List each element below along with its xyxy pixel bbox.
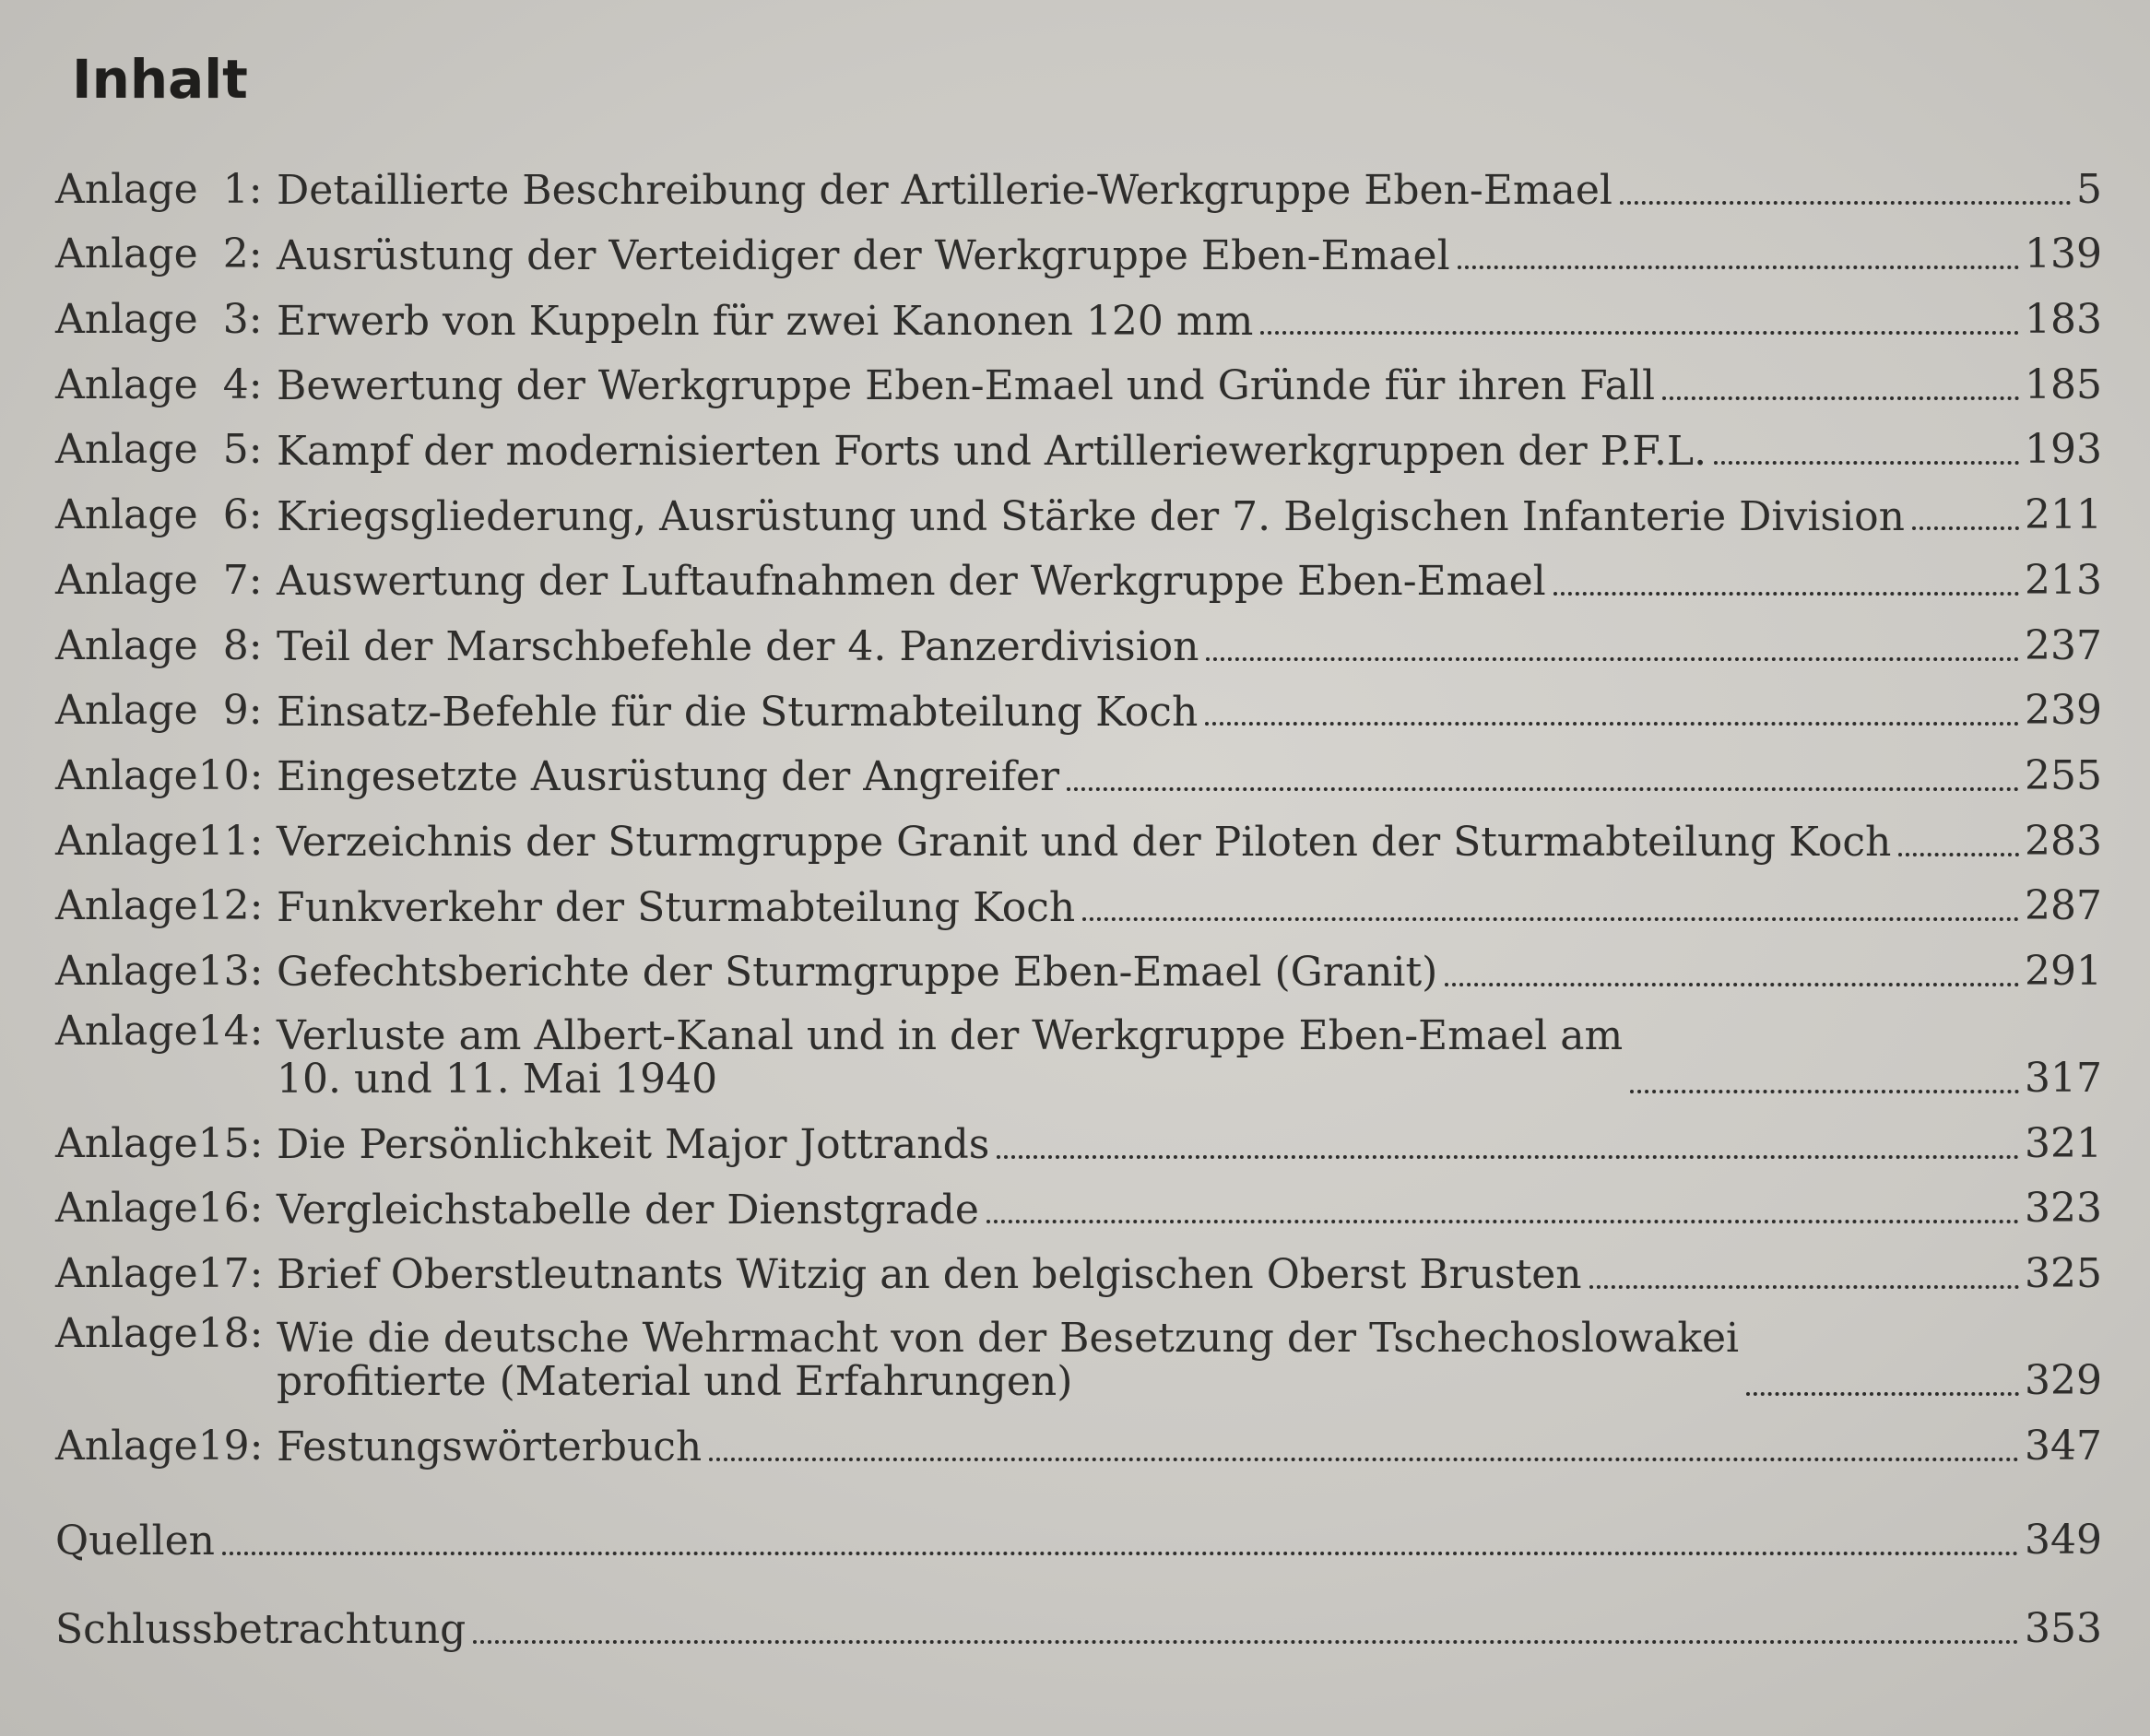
entry-label: Anlage16: <box>55 1185 264 1233</box>
dot-leader <box>1620 201 2071 205</box>
toc-entry-16[interactable] <box>55 1176 2102 1242</box>
toc-entry-12[interactable] <box>55 874 2102 939</box>
entry-page-number: 287 <box>2025 882 2102 930</box>
toc-entry-14[interactable] <box>55 1004 2102 1111</box>
entry-label: Anlage13: <box>55 947 264 995</box>
entry-title: Kampf der modernisierten Forts und Artilleriewerkgruppen der P.F.L. <box>277 427 1707 475</box>
entry-page-number: 323 <box>2025 1185 2102 1233</box>
entry-title-line-1: Verluste am Albert-Kanal und in der Werkgruppe Eben-Emael am <box>277 1011 1624 1059</box>
entry-page-number: 239 <box>2025 687 2102 735</box>
dot-leader <box>1458 266 2019 269</box>
entry-page-number: 329 <box>2025 1357 2102 1404</box>
entry-body <box>277 1423 2102 1470</box>
toc-entry-3[interactable] <box>55 287 2102 352</box>
dot-leader <box>1589 1285 2019 1289</box>
entry-label: Anlage 6: <box>55 491 263 539</box>
entry-page-number: 211 <box>2025 491 2102 539</box>
entry-body <box>277 1250 2102 1297</box>
toc-entry-4[interactable] <box>55 352 2102 418</box>
dot-leader <box>1662 396 2019 400</box>
entry-body <box>277 557 2102 604</box>
entry-body <box>277 166 2102 213</box>
entry-label: Anlage 3: <box>55 296 263 344</box>
page-title: Inhalt <box>72 48 248 111</box>
entry-title-line-2: 10. und 11. Mai 1940 <box>277 1056 718 1104</box>
entry-page-number: 317 <box>2025 1054 2102 1102</box>
entry-page-number: 193 <box>2025 426 2102 474</box>
dot-leader <box>1746 1392 2019 1396</box>
entry-title: Funkverkehr der Sturmabteilung Koch <box>277 883 1076 931</box>
entry-title: Brief Oberstleutnants Witzig an den belgischen Oberst Brusten <box>277 1251 1582 1299</box>
entry-page-number: 139 <box>2025 230 2102 278</box>
entry-body <box>277 1185 2102 1232</box>
entry-page-number: 183 <box>2025 296 2102 344</box>
entry-title: Detaillierte Beschreibung der Artillerie-Werkgruppe Eben-Emael <box>277 167 1612 215</box>
entry-page-number: 5 <box>2076 165 2102 213</box>
entry-title: Ausrüstung der Verteidiger der Werkgruppe Eben-Emael <box>277 231 1450 279</box>
dot-leader <box>1082 917 2019 921</box>
toc-entry-11[interactable] <box>55 809 2102 874</box>
dot-leader <box>1714 461 2019 465</box>
entry-title: Quellen <box>55 1518 215 1565</box>
entry-body <box>277 882 2102 929</box>
toc-entry-19[interactable] <box>55 1413 2102 1479</box>
entry-title: Eingesetzte Ausrüstung der Angreifer <box>277 753 1060 801</box>
toc-entry-6[interactable] <box>55 482 2102 548</box>
entry-body <box>277 818 2102 865</box>
dot-leader <box>1553 592 2019 596</box>
entry-body <box>55 1605 2102 1652</box>
entry-title: Bewertung der Werkgruppe Eben-Emael und Gründe für ihren Fall <box>277 362 1656 410</box>
entry-title: Teil der Marschbefehle der 4. Panzerdivision <box>277 622 1199 670</box>
entry-label: Anlage 2: <box>55 230 263 278</box>
entry-body <box>277 948 2102 995</box>
toc-entry-18[interactable] <box>55 1306 2102 1413</box>
dot-leader <box>1912 526 2019 530</box>
entry-body <box>277 491 2102 538</box>
entry-label: Anlage 8: <box>55 621 263 669</box>
dot-leader <box>1206 657 2019 661</box>
entry-page-number: 291 <box>2025 947 2102 995</box>
dot-leader <box>986 1220 2019 1223</box>
dot-leader <box>1067 787 2019 791</box>
entry-body <box>277 1120 2102 1167</box>
dot-leader <box>222 1552 2019 1555</box>
entry-label: Anlage15: <box>55 1119 264 1167</box>
entry-body <box>277 230 2102 278</box>
entry-title: Verzeichnis der Sturmgruppe Granit und der Piloten der Sturmabteilung Koch <box>277 819 1892 867</box>
entry-label: Anlage18: <box>55 1310 264 1357</box>
dot-leader <box>1260 331 2019 335</box>
dot-leader <box>1630 1090 2019 1093</box>
dot-leader <box>997 1155 2019 1159</box>
entry-body <box>277 426 2102 473</box>
toc-entry-2[interactable] <box>55 222 2102 288</box>
entry-title <box>277 1011 1624 1104</box>
entry-title: Einsatz-Befehle für die Sturmabteilung Koch <box>277 688 1199 736</box>
entry-page-number: 321 <box>2025 1119 2102 1167</box>
entry-label: Anlage 7: <box>55 556 263 604</box>
toc-entry-7[interactable] <box>55 548 2102 613</box>
toc-entry-quellen[interactable] <box>55 1484 2102 1573</box>
entry-label: Anlage14: <box>55 1007 264 1055</box>
entry-title: Festungswörterbuch <box>277 1423 703 1471</box>
entry-page-number: 347 <box>2025 1422 2102 1470</box>
dot-leader <box>1898 853 2019 856</box>
entry-body <box>277 296 2102 343</box>
entry-title <box>277 1314 1740 1406</box>
entry-body <box>277 687 2102 734</box>
dot-leader <box>473 1640 2019 1644</box>
entry-title: Gefechtsberichte der Sturmgruppe Eben-Emael (Granit) <box>277 949 1438 997</box>
entry-page-number: 349 <box>2025 1516 2102 1564</box>
toc-entry-10[interactable] <box>55 743 2102 809</box>
entry-body <box>277 752 2102 799</box>
entry-page-number: 353 <box>2025 1604 2102 1652</box>
entry-label: Anlage12: <box>55 882 264 930</box>
entry-title: Erwerb von Kuppeln für zwei Kanonen 120 mm <box>277 297 1254 345</box>
entry-label: Anlage 4: <box>55 360 263 408</box>
entry-page-number: 185 <box>2025 360 2102 408</box>
entry-label: Anlage11: <box>55 817 264 865</box>
entry-title-line-2: profitierte (Material und Erfahrungen) <box>277 1358 1073 1406</box>
dot-leader <box>1205 722 2019 726</box>
entry-body <box>277 622 2102 669</box>
toc-entry-schlussbetrachtung[interactable] <box>55 1573 2102 1661</box>
entry-body <box>277 1011 2102 1104</box>
entry-title: Vergleichstabelle der Dienstgrade <box>277 1186 979 1234</box>
entry-page-number: 325 <box>2025 1250 2102 1297</box>
table-of-contents <box>55 157 2102 1661</box>
toc-entry-15[interactable] <box>55 1111 2102 1176</box>
entry-label: Anlage10: <box>55 751 264 799</box>
toc-entry-9[interactable] <box>55 679 2102 744</box>
dot-leader <box>709 1458 2019 1461</box>
toc-entry-8[interactable] <box>55 613 2102 679</box>
dot-leader <box>1445 983 2019 986</box>
entry-label: Anlage 5: <box>55 426 263 474</box>
toc-entry-17[interactable] <box>55 1241 2102 1306</box>
entry-title: Kriegsgliederung, Ausrüstung und Stärke der 7. Belgischen Infanterie Division <box>277 492 1905 540</box>
entry-title: Schlussbetrachtung <box>55 1606 467 1654</box>
toc-entry-1[interactable] <box>55 157 2102 222</box>
entry-body <box>277 1314 2102 1406</box>
entry-page-number: 213 <box>2025 556 2102 604</box>
entry-label: Anlage17: <box>55 1250 264 1297</box>
entry-title-line-1: Wie die deutsche Wehrmacht von der Besetzung der Tschechoslowakei <box>277 1314 1740 1362</box>
entry-label: Anlage19: <box>55 1422 264 1470</box>
entry-body <box>277 361 2102 408</box>
entry-label: Anlage 9: <box>55 687 263 735</box>
entry-label: Anlage 1: <box>55 165 263 213</box>
entry-page-number: 255 <box>2025 751 2102 799</box>
toc-entry-5[interactable] <box>55 418 2102 483</box>
entry-title: Auswertung der Luftaufnahmen der Werkgruppe Eben-Emael <box>277 558 1546 606</box>
entry-page-number: 237 <box>2025 621 2102 669</box>
entry-page-number: 283 <box>2025 817 2102 865</box>
entry-title: Die Persönlichkeit Major Jottrands <box>277 1121 990 1169</box>
entry-body <box>55 1517 2102 1564</box>
toc-entry-13[interactable] <box>55 939 2102 1004</box>
